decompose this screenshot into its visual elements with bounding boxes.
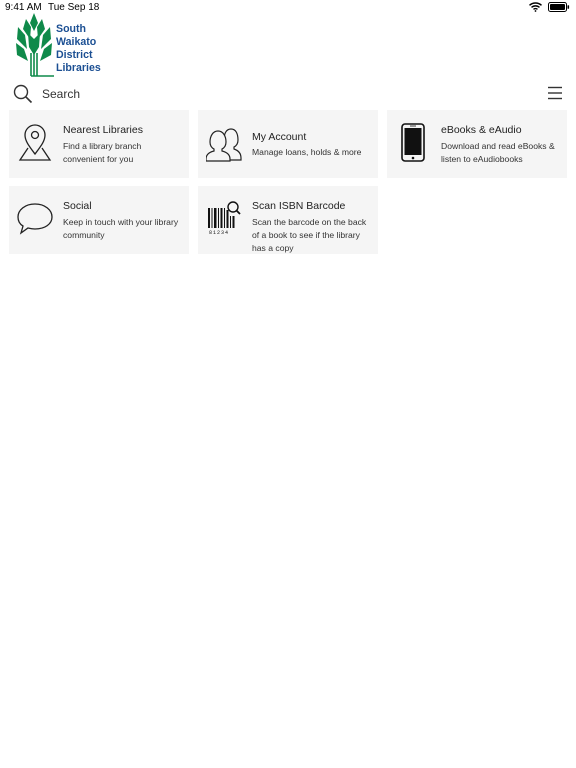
tile-title: eBooks & eAudio [441,124,522,136]
tile-my-account[interactable] [198,110,378,178]
barcode-digits: 81234 [209,230,230,236]
tile-description: Find a library branch convenient for you [63,141,142,164]
phone-icon [395,122,431,162]
tile-description: Keep in touch with your library community [63,217,179,240]
logo-text [56,23,101,75]
map-pin-icon [17,122,53,162]
tile-title: Social [63,200,92,212]
tile-title: Nearest Libraries [63,124,143,136]
tile-social[interactable] [9,186,189,254]
search-icon[interactable] [13,84,33,104]
tile-description: Download and read eBooks & listen to eAudiobooks [441,141,555,164]
tile-description: Scan the barcode on the back of a book to see if the library has a copy [252,217,367,253]
tile-description: Manage loans, holds & more [252,147,362,157]
logo-line: District [56,49,93,61]
logo-line: Waikato [56,36,97,48]
wifi-icon [529,2,542,12]
barcode-icon [206,198,242,238]
users-icon [206,122,242,162]
tree-logo-icon [14,13,54,79]
tile-nearest-libraries[interactable] [9,110,189,178]
tile-title: My Account [252,131,307,143]
status-icons [529,2,570,12]
search-bar [0,80,576,108]
logo-line: South [56,23,87,35]
status-time: 9:41 AM [5,2,42,13]
tile-title: Scan ISBN Barcode [252,200,346,212]
speech-bubble-icon [17,198,53,238]
logo-line: Libraries [56,62,101,74]
library-logo [14,13,114,79]
search-input[interactable] [42,85,482,103]
tile-ebooks-eaudio[interactable] [387,110,567,178]
tile-scan-isbn-barcode[interactable] [198,186,378,254]
hamburger-menu-icon[interactable] [547,86,563,100]
battery-icon [548,2,570,12]
status-date: Tue Sep 18 [48,2,100,13]
